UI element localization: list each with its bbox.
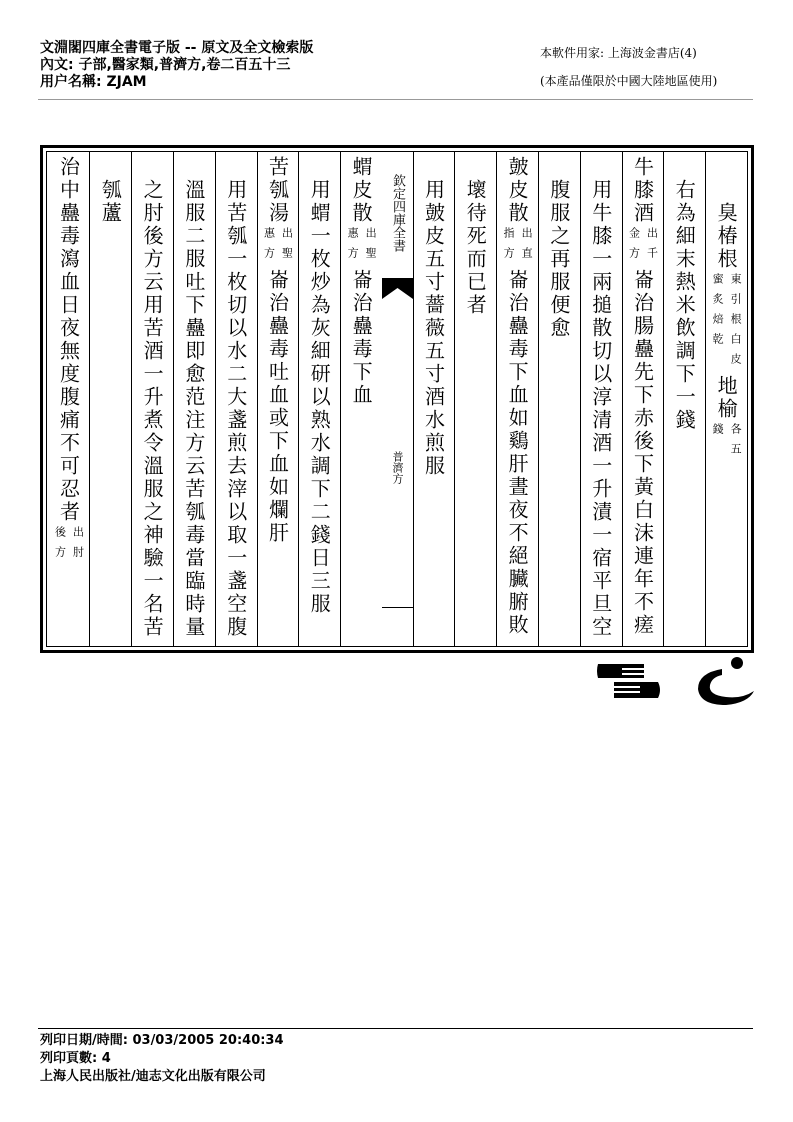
column-text: 崙治蠱毒下血如鷄肝晝夜不絕臟腑敗 — [505, 269, 530, 637]
header-licensee: 本軟件用家: 上海波金書店(4) — [540, 46, 697, 60]
annotation-right: 出直 — [520, 227, 534, 267]
header-content-path: 內文: 子部,醫家類,普濟方,卷二百五十三 — [40, 57, 291, 73]
publisher: 上海人民出版社/迪志文化出版有限公司 — [40, 1069, 266, 1084]
column-text: 用苦瓠一枚切以水二大盞煎去滓以取一盞空腹 — [223, 179, 248, 639]
column-text: 臭椿根 — [714, 202, 739, 271]
column-text: 蝟皮散 — [349, 156, 374, 225]
annotation-left: 指方 — [502, 227, 516, 267]
column-rule — [454, 152, 455, 646]
column-text: 溫服二服吐下蠱即愈范注方云苦瓠毒當臨時量 — [181, 179, 206, 639]
header-restriction: (本產品僅限於中國大陸地區使用) — [540, 74, 718, 88]
column-text: 牛膝酒 — [630, 156, 655, 225]
column-rule — [173, 152, 174, 646]
column-text: 崙治蠱毒下血 — [349, 269, 374, 407]
column-text: 苦瓠湯 — [265, 156, 290, 225]
annotation-left: 惠方 — [262, 227, 276, 267]
annotation-left: 惠方 — [346, 227, 360, 267]
annotation-left: 金方 — [627, 227, 641, 267]
column-rule — [663, 152, 664, 646]
column-rule — [131, 152, 132, 646]
column-rule — [413, 152, 414, 646]
column-rule — [340, 152, 341, 646]
footer-divider — [38, 1028, 753, 1029]
band-divider — [382, 607, 413, 608]
band-title: 欽定四庫全書 — [390, 174, 405, 252]
text-frame — [40, 145, 754, 653]
annotation-left: 錢 — [711, 423, 725, 443]
column-text: 腹服之再服便愈 — [546, 179, 571, 340]
column-rule — [215, 152, 216, 646]
column-rule — [622, 152, 623, 646]
column-text: 用皷皮五寸薔薇五寸酒水煎服 — [421, 179, 446, 478]
annotation-right: 出聖 — [280, 227, 294, 267]
header-title: 文淵閣四庫全書電子版 -- 原文及全文檢索版 — [40, 40, 314, 56]
annotation-right: 東引根白皮 — [729, 273, 743, 373]
column-text: 瓠蘆 — [98, 179, 123, 225]
column-rule — [705, 152, 706, 646]
column-text: 地榆 — [714, 375, 739, 421]
annotation-left: 蜜炙焙乾 — [711, 273, 725, 353]
header-divider — [38, 99, 753, 100]
column-text: 治中蠱毒瀉血日夜無度腹痛不可忍者 — [56, 156, 81, 524]
annotation-right: 各五 — [729, 423, 743, 463]
column-rule — [538, 152, 539, 646]
print-datetime: 列印日期/時間: 03/03/2005 20:40:34 — [40, 1033, 284, 1048]
print-pages: 列印頁數: 4 — [40, 1051, 111, 1066]
band-book-title: 普濟方 — [391, 450, 404, 484]
publisher-logo-books-icon — [596, 660, 662, 702]
column-rule — [89, 152, 90, 646]
column-rule — [298, 152, 299, 646]
fish-tail-icon — [382, 279, 413, 299]
annotation-right: 出聖 — [364, 227, 378, 267]
column-text: 崙治蠱毒吐血或下血如爛肝 — [265, 269, 290, 545]
column-text: 皷皮散 — [505, 156, 530, 225]
column-rule — [580, 152, 581, 646]
column-text: 崙治腸蠱先下赤後下黃白沫連年不瘥 — [630, 269, 655, 637]
column-rule — [257, 152, 258, 646]
annotation-right: 出肘 — [71, 526, 85, 566]
publisher-logo-emblem-icon — [692, 655, 756, 709]
column-text: 用蝟一枚炒為灰細研以熟水調下二錢日三服 — [307, 179, 332, 616]
column-text: 用牛膝一兩搥散切以淳清酒一升漬一宿平旦空 — [588, 179, 613, 639]
annotation-right: 出千 — [645, 227, 659, 267]
column-text: 之肘後方云用苦酒一升煮令溫服之神驗一名苦 — [140, 179, 165, 639]
text-columns — [46, 151, 748, 647]
column-rule — [496, 152, 497, 646]
annotation-left: 後方 — [53, 526, 67, 566]
column-text: 壞待死而已者 — [463, 179, 488, 317]
header-user: 用户名稱: ZJAM — [40, 74, 147, 90]
column-text: 右為細末熱米飲調下一錢 — [672, 179, 697, 432]
center-band — [382, 152, 413, 646]
